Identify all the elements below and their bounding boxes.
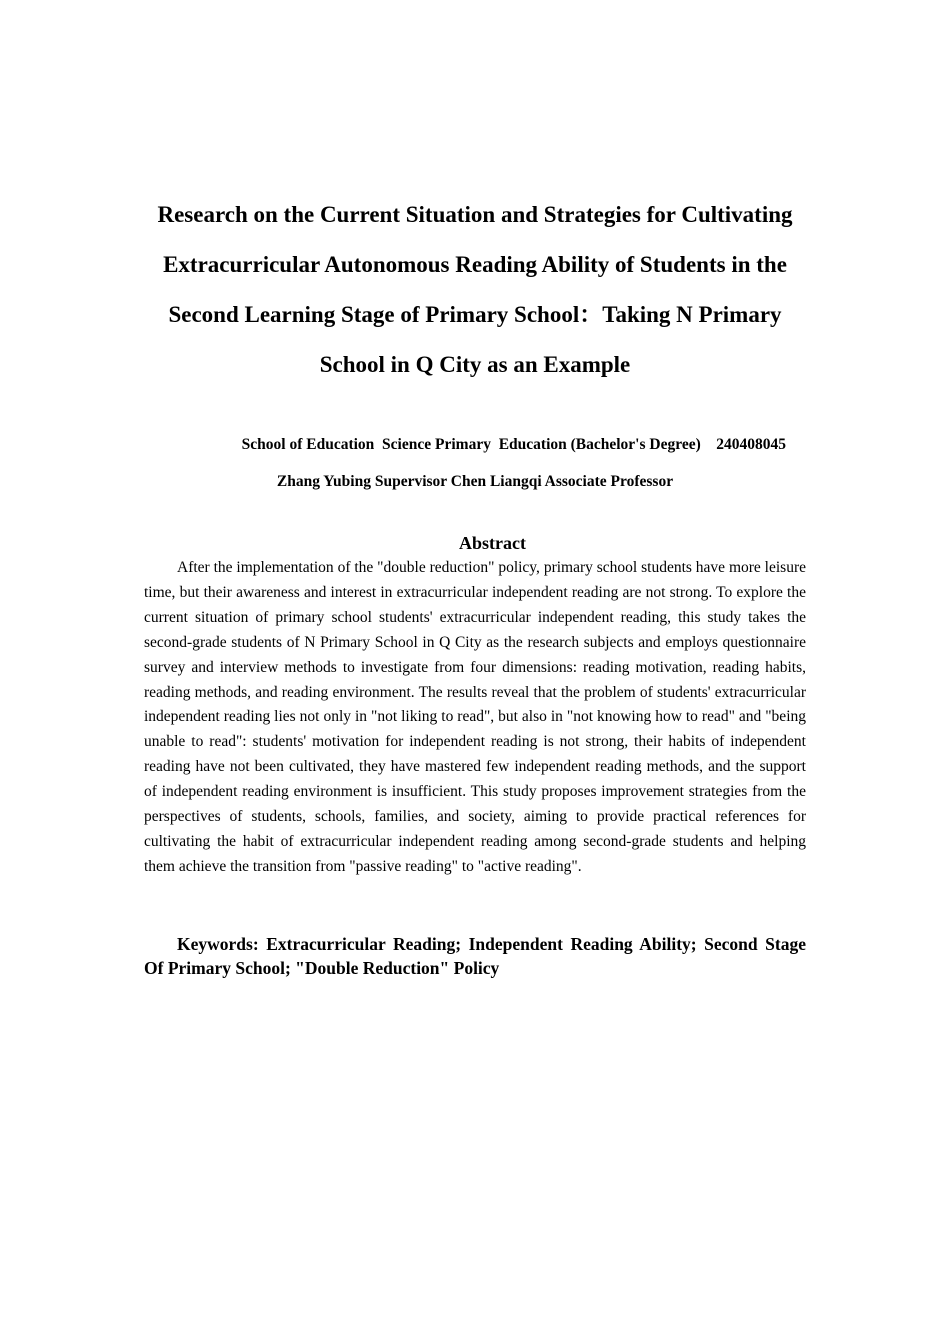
title-line-2: Extracurricular Autonomous Reading Ability of Students in the bbox=[163, 252, 787, 277]
title-line-1: Research on the Current Situation and Strategies for Cultivating bbox=[157, 202, 793, 227]
keywords-label: Keywords: bbox=[177, 933, 259, 954]
title-line-3: Second Learning Stage of Primary School：Taking N Primary bbox=[168, 302, 782, 327]
abstract-body: After the implementation of the "double reduction" policy, primary school students have more leisure time, but their awareness and interest in extracurricular independent reading are not strong. To explore the current situation of primary school students' extracurricular independent reading, this study takes the second-grade students of N Primary School in Q City as the research subjects and employs questionnaire survey and interview methods to investigate from four dimensions: reading motivation, reading habits, reading methods, and reading environment. The results reveal that the problem of students' extracurricular independent reading lies not only in "not liking to read", but also in "not knowing how to read" and "being unable to read": students' motivation for independent reading is not strong, their habits of independent reading have not been cultivated, they have mastered few independent reading methods, and the support of independent reading environment is insufficient. This study proposes improvement strategies from the perspectives of students, schools, families, and society, aiming to provide practical references for cultivating the habit of extracurricular independent reading among second-grade students and helping them achieve the transition from "passive reading" to "active reading". bbox=[144, 559, 806, 875]
author-line: Zhang Yubing Supervisor Chen Liangqi Associate Professor bbox=[276, 473, 674, 490]
paper-title bbox=[144, 190, 806, 390]
paper-page bbox=[144, 190, 806, 997]
abstract-heading: Abstract bbox=[459, 533, 526, 553]
keywords-text: Extracurricular Reading; Independent Reading Ability; Second Stage Of Primary School; "Double Reduction" Policy bbox=[144, 933, 806, 978]
title-line-4: School in Q City as an Example bbox=[319, 352, 631, 377]
affiliation-line: School of Education Science Primary Education (Bachelor's Degree) 240408045 bbox=[241, 436, 786, 453]
keywords-section bbox=[144, 932, 806, 980]
